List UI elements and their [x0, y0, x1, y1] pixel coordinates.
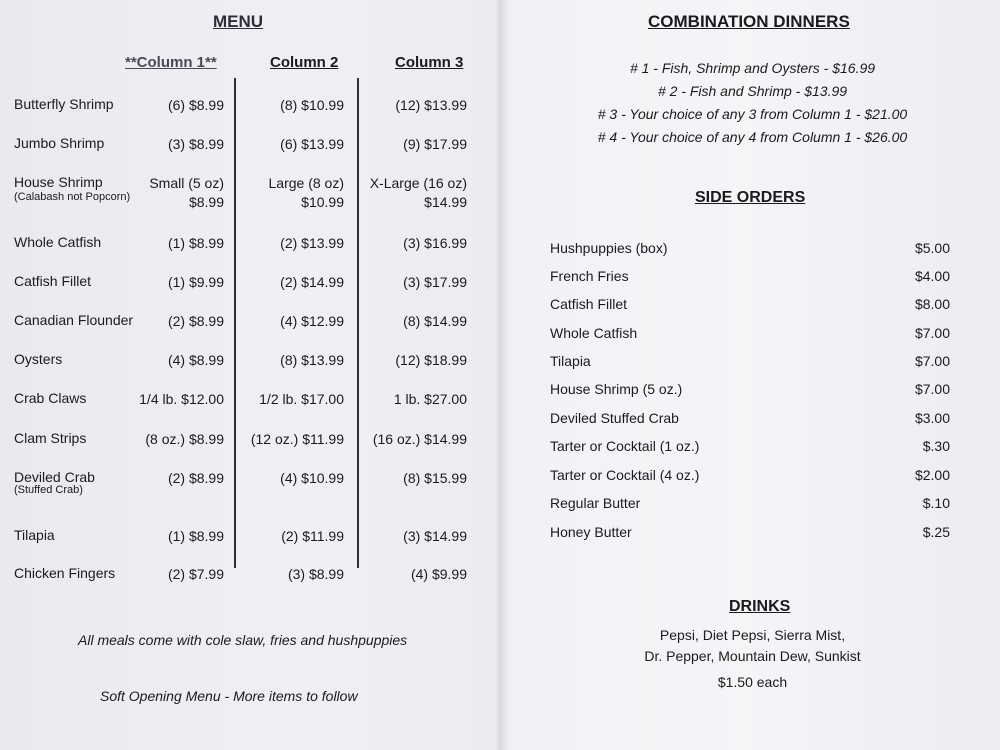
- menu-item-name: Chicken Fingers: [14, 565, 116, 581]
- menu-item-price-c3: (8) $14.99: [403, 313, 467, 329]
- menu-item-price-c1: (2) $7.99: [167, 566, 224, 582]
- menu-item-name: Whole Catfish: [14, 234, 102, 250]
- menu-item-price-c1: (2) $8.99: [167, 313, 224, 329]
- menu-item-price-c2: 1/2 lb. $17.00: [259, 391, 344, 407]
- menu-item-price-c2: (8) $13.99: [280, 352, 344, 368]
- menu-item-subtitle: (Calabash not Popcorn): [14, 191, 131, 203]
- side-order-name: Tarter or Cocktail (4 oz.): [550, 467, 700, 483]
- menu-item-name: Catfish Fillet: [14, 273, 92, 289]
- side-order-name: Hushpuppies (box): [550, 240, 668, 256]
- menu-item-name: Oysters: [14, 351, 63, 367]
- menu-item-price-c3: 1 lb. $27.00: [393, 391, 467, 407]
- column-3-header: Column 3: [395, 54, 464, 71]
- menu-item-price-c1: Small (5 oz) $8.99: [149, 175, 224, 210]
- right-page: [505, 0, 1000, 750]
- menu-item-price-c1: (1) $8.99: [167, 235, 224, 251]
- side-order-price: $4.00: [914, 268, 950, 284]
- menu-item-name: Butterfly Shrimp: [14, 96, 114, 112]
- combination-item: # 3 - Your choice of any 3 from Column 1 - $21.00: [597, 106, 908, 122]
- menu-item-price-c2: (3) $8.99: [287, 566, 344, 582]
- menu-item-price-c3: (8) $15.99: [403, 470, 467, 486]
- menu-item-price-c2: (4) $10.99: [280, 470, 344, 486]
- side-order-price: $.10: [922, 495, 950, 511]
- side-order-name: Tilapia: [550, 353, 591, 369]
- menu-item-price-c2: Large (8 oz) $10.99: [268, 175, 344, 210]
- menu-item-name: Tilapia: [14, 527, 55, 543]
- menu-item-price-c2: (2) $13.99: [280, 235, 344, 251]
- menu-title: MENU: [213, 12, 264, 31]
- side-order-price: $7.00: [914, 381, 950, 397]
- side-order-price: $2.00: [914, 467, 950, 483]
- menu-item-name: House Shrimp: [14, 174, 103, 190]
- menu-item-name: Crab Claws: [14, 390, 87, 406]
- combination-item: # 2 - Fish and Shrimp - $13.99: [657, 83, 848, 99]
- menu-item-price-c1: (6) $8.99: [167, 97, 224, 113]
- menu-item-price-c3: (3) $14.99: [403, 528, 467, 544]
- side-order-name: Whole Catfish: [550, 325, 638, 341]
- menu-item-name: Jumbo Shrimp: [14, 135, 105, 151]
- drinks-price: $1.50 each: [717, 674, 788, 690]
- menu-item-price-c1: 1/4 lb. $12.00: [139, 391, 224, 407]
- menu-item-price-c2: (6) $13.99: [280, 136, 344, 152]
- side-orders-title: SIDE ORDERS: [695, 189, 806, 206]
- soft-opening-note: Soft Opening Menu - More items to follow: [100, 688, 358, 704]
- menu-item-price-c3: (9) $17.99: [403, 136, 467, 152]
- meal-note: All meals come with cole slaw, fries and hushpuppies: [78, 632, 408, 648]
- combination-item: # 4 - Your choice of any 4 from Column 1 - $26.00: [597, 129, 908, 145]
- side-order-price: $7.00: [914, 353, 950, 369]
- side-order-name: House Shrimp (5 oz.): [550, 381, 683, 397]
- side-order-price: $3.00: [914, 410, 950, 426]
- menu-item-price-c3: (4) $9.99: [410, 566, 467, 582]
- side-order-price: $5.00: [914, 240, 950, 256]
- menu-item-price-c1: (2) $8.99: [167, 470, 224, 486]
- menu-item-price-c2: (2) $11.99: [281, 528, 344, 544]
- side-order-price: $.25: [922, 524, 950, 540]
- menu-item-price-c2: (12 oz.) $11.99: [250, 431, 344, 447]
- menu-item-price-c3: (12) $13.99: [395, 97, 467, 113]
- combination-item: # 1 - Fish, Shrimp and Oysters - $16.99: [629, 60, 876, 76]
- menu-item-price-c2: (8) $10.99: [280, 97, 344, 113]
- menu-item-price-c1: (8 oz.) $8.99: [145, 431, 224, 447]
- side-order-price: $.30: [922, 438, 950, 454]
- menu-item-price-c3: (3) $17.99: [403, 274, 467, 290]
- menu-item-price-c1: (1) $9.99: [167, 274, 224, 290]
- menu-item-name: Canadian Flounder: [14, 312, 134, 328]
- side-order-name: Honey Butter: [550, 524, 632, 540]
- menu-item-price-c1: (4) $8.99: [167, 352, 224, 368]
- column-2-header: Column 2: [270, 54, 339, 71]
- side-order-name: Tarter or Cocktail (1 oz.): [550, 438, 700, 454]
- column-divider: [234, 78, 236, 568]
- side-order-price: $8.00: [914, 296, 950, 312]
- menu-item-price-c2: (2) $14.99: [280, 274, 344, 290]
- menu-item-price-c1: (3) $8.99: [167, 136, 224, 152]
- menu-item-price-c3: X-Large (16 oz) $14.99: [369, 175, 467, 210]
- side-order-name: Catfish Fillet: [550, 296, 628, 312]
- drinks-list: Pepsi, Diet Pepsi, Sierra Mist,: [659, 627, 846, 643]
- column-divider: [357, 78, 359, 568]
- side-order-name: French Fries: [550, 268, 629, 284]
- menu-item-price-c3: (12) $18.99: [395, 352, 467, 368]
- side-order-name: Regular Butter: [550, 495, 641, 511]
- column-1-header: **Column 1**: [125, 54, 217, 71]
- drinks-list: Dr. Pepper, Mountain Dew, Sunkist: [644, 648, 861, 664]
- side-order-name: Deviled Stuffed Crab: [550, 410, 679, 426]
- menu-item-price-c1: (1) $8.99: [167, 528, 224, 544]
- menu-item-price-c2: (4) $12.99: [280, 313, 344, 329]
- combination-title: COMBINATION DINNERS: [648, 12, 850, 31]
- menu-item-name: Clam Strips: [14, 430, 87, 446]
- menu-item-price-c3: (16 oz.) $14.99: [372, 431, 467, 447]
- drinks-title: DRINKS: [729, 598, 791, 615]
- menu-item-subtitle: (Stuffed Crab): [14, 484, 83, 496]
- menu-item-price-c3: (3) $16.99: [403, 235, 467, 251]
- side-order-price: $7.00: [914, 325, 950, 341]
- menu-item-name: Deviled Crab: [14, 469, 95, 485]
